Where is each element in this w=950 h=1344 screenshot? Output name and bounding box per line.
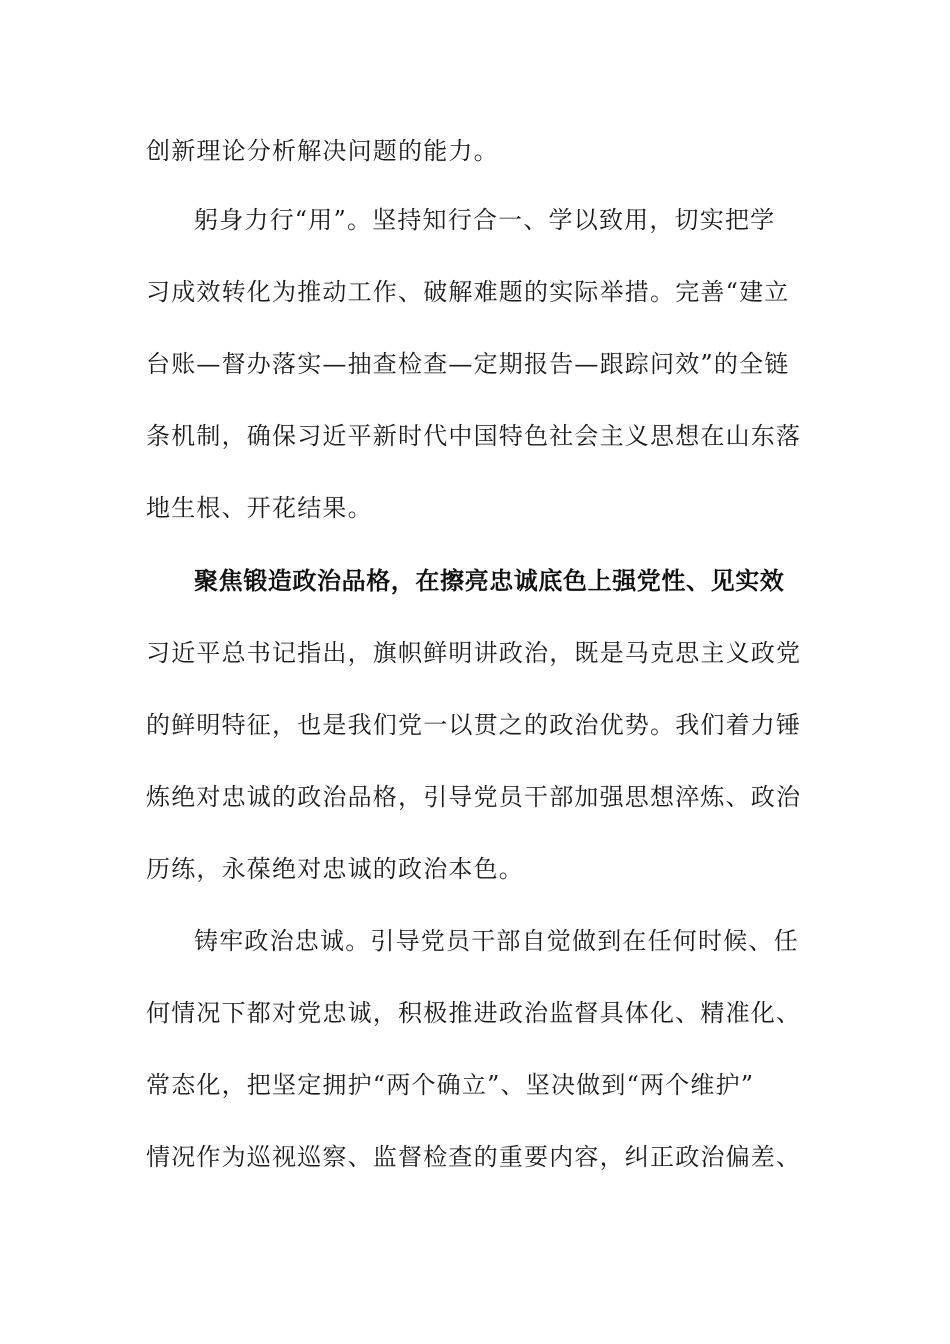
section-heading: 聚焦锻造政治品格，在擦亮忠诚底色上强党性、见实效 xyxy=(194,567,785,595)
text-line: 炼绝对忠诚的政治品格，引导党员干部加强思想淬炼、政治 xyxy=(146,783,802,811)
text-line: 何情况下都对党忠诚，积极推进政治监督具体化、精准化、 xyxy=(146,999,802,1027)
text-line: 习成效转化为推动工作、破解难题的实际举措。完善“建立 xyxy=(146,278,790,306)
text-line: 情况作为巡视巡察、监督检查的重要内容，纠正政治偏差、 xyxy=(146,1143,802,1171)
text-line: 习近平总书记指出，旗帜鲜明讲政治，既是马克思主义政党 xyxy=(146,639,802,667)
paragraph-start-line: 铸牢政治忠诚。引导党员干部自觉做到在任何时候、任 xyxy=(194,927,799,955)
text-line: 条机制，确保习近平新时代中国特色社会主义思想在山东落 xyxy=(146,422,802,450)
text-line: 创新理论分析解决问题的能力。 xyxy=(146,137,499,165)
text-line: 台账—督办落实—抽查检查—定期报告—跟踪问效”的全链 xyxy=(146,350,790,378)
paragraph-start-line: 躬身力行“用”。坚持知行合一、学以致用，切实把学 xyxy=(194,206,776,234)
text-line: 的鲜明特征，也是我们党一以贯之的政治优势。我们着力锤 xyxy=(146,711,802,739)
text-line: 常态化，把坚定拥护“两个确立”、坚决做到“两个维护” xyxy=(146,1071,755,1099)
text-line: 历练，永葆绝对忠诚的政治本色。 xyxy=(146,855,524,883)
text-line: 地生根、开花结果。 xyxy=(146,494,373,522)
